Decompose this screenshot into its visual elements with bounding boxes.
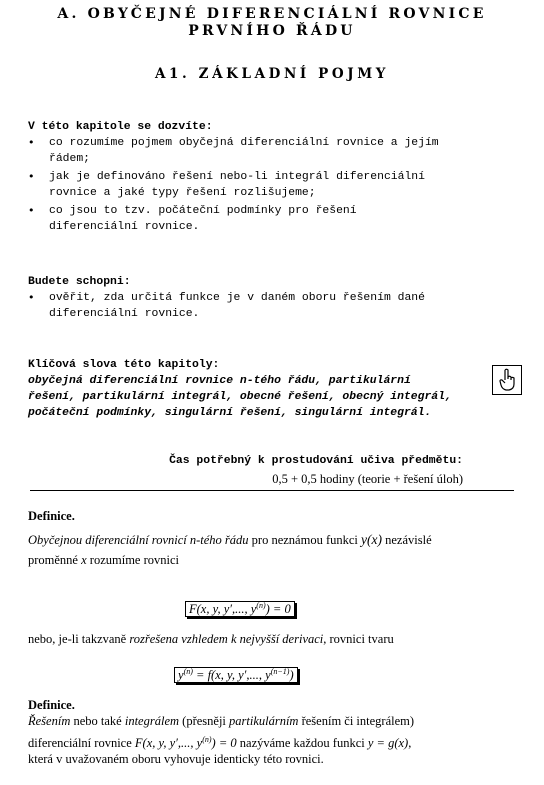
definition2-line2 xyxy=(28,731,520,752)
formula-text: F(x, y, y′,..., y xyxy=(134,736,203,751)
definition2-text: nazýváme každou funkci xyxy=(236,736,368,751)
list-item: • jak je definováno řešení nebo-li integrál diferenciální rovnice a jaké typy řešení rozlišujeme; xyxy=(28,169,448,201)
definition1-heading: Definice. xyxy=(28,509,75,523)
list-item: • ověřit, zda určitá funkce je v daném oboru řešením dané diferenciální rovnice. xyxy=(28,290,448,322)
formula-text: ) = 0 xyxy=(265,602,291,617)
definition1-line2 xyxy=(28,551,498,569)
formula-text: = f(x, y, y′,..., y xyxy=(192,668,271,683)
formula-text: F(x, y, y′,..., y xyxy=(189,602,257,617)
chapter-title-line2: PRVNÍHO ŘÁDU xyxy=(188,23,356,39)
definition1-text: nebo, je-li takzvaně xyxy=(28,632,130,646)
learn-list xyxy=(28,135,448,235)
definition1-text: rozumíme rovnici xyxy=(86,553,180,567)
formula-text: ) = 0 xyxy=(211,736,237,751)
definition1-text: proměnné xyxy=(28,553,82,567)
keywords-section xyxy=(28,357,453,421)
formula-superscript: (n) xyxy=(183,667,193,676)
pointing-hand-icon xyxy=(497,368,517,392)
list-item: • co jsou to tzv. počáteční podmínky pro řešení diferenciální rovnice. xyxy=(28,203,448,235)
definition1-text: , rovnici tvaru xyxy=(323,632,394,646)
definition1-term: Obyčejnou diferenciální rovnicí n-tého řádu xyxy=(28,533,249,547)
time-label: Čas potřebný k prostudování učiva předmětu: xyxy=(169,455,463,467)
list-item: • co rozumíme pojmem obyčejná diferenciální rovnice a jejím řádem; xyxy=(28,135,448,167)
formula-superscript: (n) xyxy=(256,601,266,610)
hint-box xyxy=(492,365,522,395)
able-section xyxy=(28,274,448,324)
formula-1 xyxy=(185,597,298,618)
definition2-line3: která v uvažovaném oboru vyhovuje identicky této rovnici. xyxy=(28,752,324,766)
definition2-heading: Definice. xyxy=(28,698,75,712)
definition2-text: , xyxy=(408,736,412,751)
formula-2-box xyxy=(174,667,298,683)
variable-symbol: x xyxy=(81,553,87,567)
function-symbol: y(x) xyxy=(361,532,382,547)
definition1-line3 xyxy=(28,630,508,648)
learn-heading: V této kapitole se dozvíte: xyxy=(28,121,213,133)
time-value: 0,5 + 0,5 hodiny (teorie + řešení úloh) xyxy=(272,472,463,486)
formula-2 xyxy=(174,663,301,684)
keywords-heading: Klíčová slova této kapitoly: xyxy=(28,359,220,371)
keywords-text: obyčejná diferenciální rovnice n-tého řádu, partikulární řešení, partikulární integrál, obecné řešení, obecný integrál, počáteční podmínky, singulární řešení, singulární integrál. xyxy=(28,375,452,419)
formula-superscript: (n−1) xyxy=(270,667,290,676)
formula-period: . xyxy=(294,602,298,617)
formula-text: ) xyxy=(289,668,294,683)
learn-section xyxy=(28,119,448,237)
definition1-line1 xyxy=(28,531,498,549)
definition2-term: integrálem xyxy=(124,714,180,728)
chapter-title-line1: A. OBYČEJNÉ DIFERENCIÁLNÍ ROVNICE xyxy=(57,6,487,22)
section-title: A1. ZÁKLADNÍ POJMY xyxy=(154,66,390,82)
divider xyxy=(30,490,514,491)
formula-superscript: (n) xyxy=(202,735,212,744)
definition2-text: (přesněji xyxy=(179,714,230,728)
definition1-text: pro neznámou funkci xyxy=(248,533,362,547)
formula-1-box xyxy=(185,601,295,617)
chapter-title xyxy=(0,6,544,40)
formula-text: y xyxy=(178,668,184,683)
definition2-term: partikulárním xyxy=(229,714,299,728)
able-list xyxy=(28,290,448,322)
definition2-text: nebo také xyxy=(70,714,125,728)
able-heading: Budete schopni: xyxy=(28,276,131,288)
definition2-term: Řešením xyxy=(28,714,71,728)
function-symbol: y = g(x) xyxy=(367,736,409,751)
definition1-term: rozřešena vzhledem k nejvyšší derivaci xyxy=(129,632,324,646)
formula-period: . xyxy=(297,668,301,683)
definition2-line1 xyxy=(28,712,520,730)
definition2-text: řešením či integrálem) xyxy=(298,714,415,728)
definition2-text: diferenciální rovnice xyxy=(28,736,135,751)
definition1-text: nezávislé xyxy=(382,533,432,547)
